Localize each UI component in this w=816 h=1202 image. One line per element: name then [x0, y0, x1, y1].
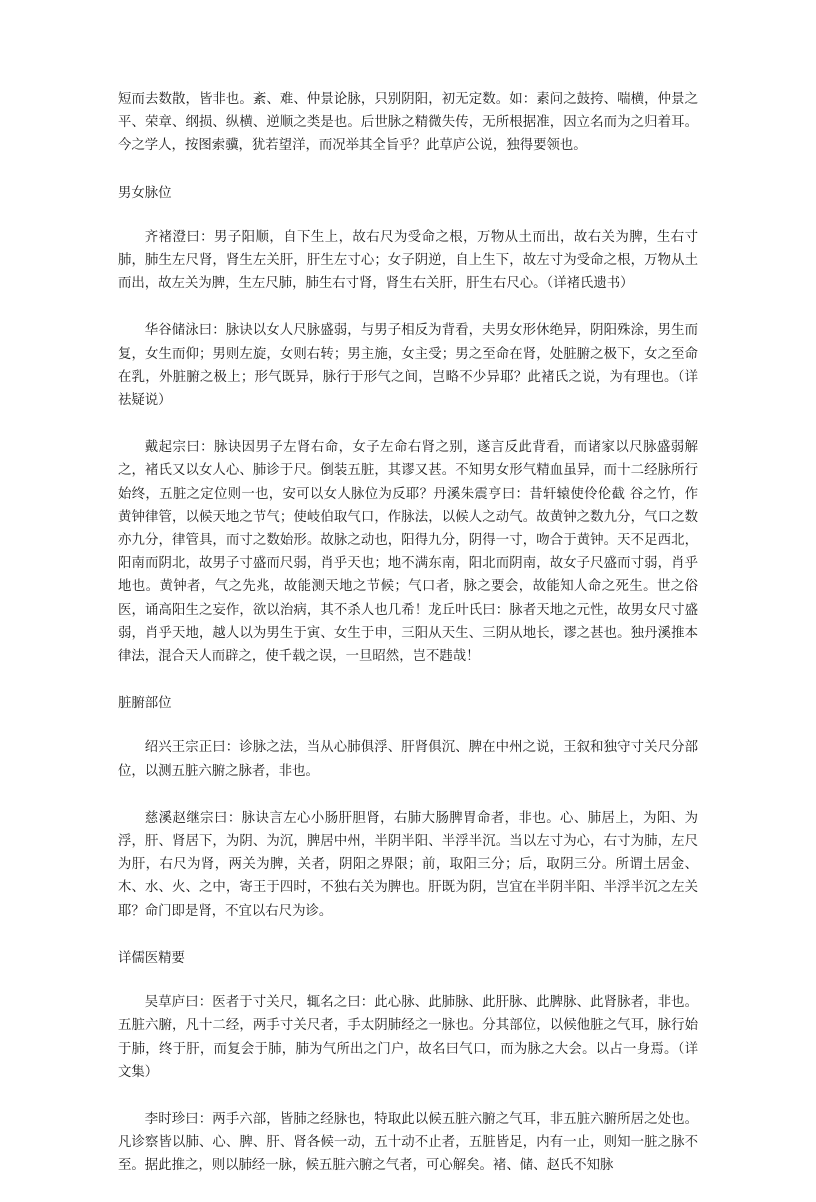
- paragraph-li-shizhen: 李时珍曰：两手六部，皆肺之经脉也，特取此以候五脏六腑之气耳，非五脏六腑所居之处也。凡诊察皆以肺、心、脾、肝、肾各候一动，五十动不止者，五脏皆足，内有一止，则知一脏之脉不至。据此推之，则以肺经一脉，候五脏六腑之气者，可心解矣。褚、储、赵氏不知脉: [118, 1111, 698, 1174]
- section-heading-organ-positions: 脏腑部位: [118, 696, 172, 712]
- paragraph-chu-yong: 华谷储泳曰：脉诀以女人尺脉盛弱，与男子相反为背看，夫男女形休绝异，阴阳殊涂，男生而复，女生而仰；男则左旋，女则右转；男主施，女主受；男之至命在肾，处脏腑之极下，女之至命在乳，外脏腑之极上；形气既异，脉行于形气之间，岂略不少异耶？此褚氏之说，为有理也。（详祛疑说）: [118, 323, 698, 409]
- paragraph-dai-qizong: 戴起宗曰：脉诀因男子左肾右命，女子左命右肾之别，遂言反此背看，而诸家以尺脉盛弱解之，褚氏又以女人心、肺诊于尺。倒装五脏，其谬又甚。不知男女形气精血虽异，而十二经脉所行始终，五脏之定位则一也，安可以女人脉位为反耶？丹溪朱震亨曰：昔轩辕使伶伦截 谷之竹，作黄钟律管，以候天地之节气；使岐伯取气口，作脉法，以候人之动气。故黄钟之数九分，气口之数亦九分，律管具，而寸之数始形。故脉之动也，阳得九分，阴得一寸，吻合于黄钟。天不足西北，阳南而阴北，故男子寸盛而尺弱，肖乎天也；地不满东南，阳北而阴南，故女子尺盛而寸弱，肖乎地也。黄钟者，气之先兆，故能测天地之节候；气口者，脉之要会，故能知人命之死生。世之俗医，诵高阳生之妄作，欲以治病，其不杀人也几希！龙丘叶氏曰：脉者天地之元性，故男女尺寸盛弱，肖乎天地，越人以为男生于寅、女生于申，三阳从天生、三阴从地长，谬之甚也。独丹溪推本律法，混合天人而辟之，使千载之误，一旦昭然，岂不韪哉！: [118, 440, 698, 665]
- paragraph-wu-caolu: 吴草庐曰：医者于寸关尺，辄名之曰：此心脉、此肺脉、此肝脉、此脾脉、此肾脉者，非也。五脏六腑，凡十二经，两手寸关尺者，手太阴肺经之一脉也。分其部位，以候他脏之气耳，脉行始于肺，终于肝，而复会于肺，肺为气所出之门户，故名曰气口，而为脉之大会。以占一身焉。（详文集）: [118, 995, 698, 1080]
- paragraph-chu-cheng: 齐褚澄曰：男子阳顺，自下生上，故右尺为受命之根，万物从土而出，故右关为脾，生右寸肺，肺生左尺肾，肾生左关肝，肝生左寸心；女子阴逆，自上生下，故左寸为受命之根，万物从土而出，故左关为脾，生左尺肺，肺生右寸肾，肾生右关肝，肝生右尺心。（详褚氏遗书）: [118, 229, 698, 292]
- document-page: [118, 88, 698, 1202]
- paragraph-zhao-jizong: 慈溪赵继宗曰：脉诀言左心小肠肝胆肾，右肺大肠脾胃命者，非也。心、肺居上，为阳、为浮，肝、肾居下，为阴、为沉，脾居中州，半阴半阳、半浮半沉。当以左寸为心，右寸为肺，左尺为肝，右尺为肾，两关为脾，关者，阴阳之界限；前，取阳三分；后，取阴三分。所谓土居金、木、水、火、之中，寄王于四时，不独右关为脾也。肝既为阴，岂宜在半阴半阳、半浮半沉之左关耶？命门即是肾，不宜以右尺为诊。: [118, 810, 698, 919]
- section-heading-confucian-physician: 详儒医精要: [118, 950, 185, 966]
- paragraph-intro: 短而去数散，皆非也。紊、难、仲景论脉，只别阴阳，初无定数。如：素问之鼓挎、喘横，仲景之 平、荣章、纲损、纵横、逆顺之类是也。后世脉之精微失传，无所根据准，因立名而为之归着耳。今之学人，按图索骥，犹若望洋，而况举其全旨乎？此草庐公说，独得要领也。: [118, 92, 698, 154]
- paragraph-wang-zongzheng: 绍兴王宗正曰：诊脉之法，当从心肺俱浮、肝肾俱沉、脾在中州之说，王叙和独守寸关尺分部位，以测五脏六腑之脉者，非也。: [118, 740, 698, 779]
- section-heading-male-female-pulse: 男女脉位: [118, 185, 172, 201]
